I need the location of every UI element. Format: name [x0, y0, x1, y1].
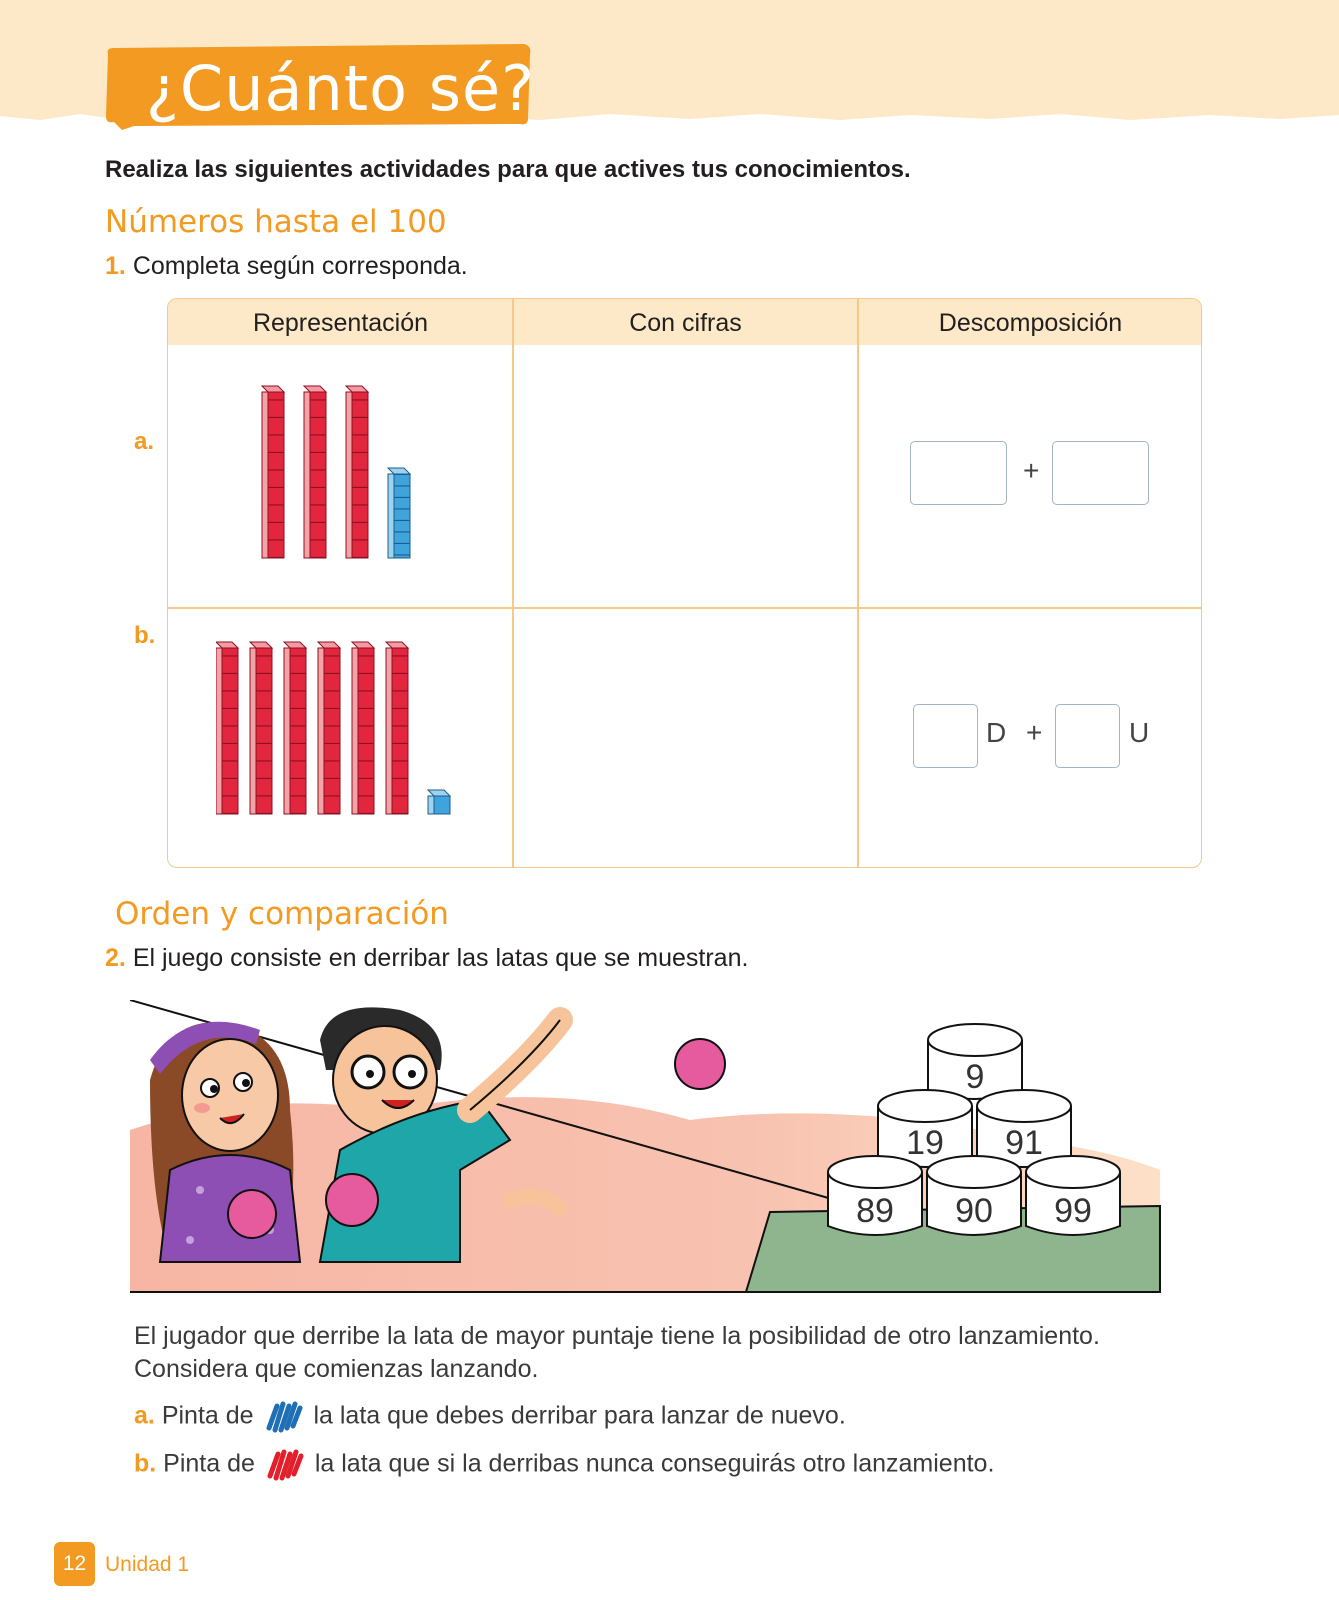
tens-rod — [318, 642, 340, 814]
page-number: 12 — [54, 1542, 95, 1586]
tens-rod — [284, 642, 306, 814]
tens-unit-label: D — [986, 717, 1007, 748]
header-con-cifras: Con cifras — [629, 309, 742, 337]
tens-rod — [216, 642, 238, 814]
header-representacion: Representación — [252, 309, 429, 337]
column-divider — [857, 299, 859, 867]
item-b-label: b. — [134, 1449, 157, 1478]
can — [828, 1156, 922, 1235]
header-descomposicion: Descomposición — [938, 309, 1123, 337]
prompt-1-number: 1. — [105, 252, 126, 280]
blue-color-swatch-icon — [265, 1400, 303, 1434]
can — [1026, 1156, 1120, 1235]
game-illustration — [130, 1000, 1190, 1312]
item-b-pre: Pinta de — [163, 1449, 255, 1478]
unit-cubes-stack — [388, 468, 410, 558]
item-a-label: a. — [134, 1401, 155, 1430]
can-label-mid-left: 19 — [906, 1124, 944, 1162]
can-label-bottom-left: 89 — [856, 1192, 894, 1230]
row-divider — [168, 607, 1201, 609]
unit-cube — [428, 790, 450, 814]
tens-rod — [352, 642, 374, 814]
red-color-swatch-icon — [266, 1448, 304, 1482]
answer-box-b-tens[interactable] — [913, 704, 978, 768]
answer-box-a-tens[interactable] — [910, 441, 1007, 505]
base-ten-blocks-a — [258, 383, 418, 563]
plus-sign: + — [1023, 455, 1040, 486]
prompt-2-text: El juego consiste en derribar las latas que se muestran. — [132, 944, 749, 972]
page-title: ¿Cuánto sé? — [146, 52, 536, 125]
girl-character — [150, 1022, 300, 1262]
item-a-post: la lata que debes derribar para lanzar de nuevo. — [313, 1401, 846, 1430]
column-divider — [512, 299, 514, 867]
base-ten-blocks-b — [216, 639, 466, 819]
numbers-table — [167, 298, 1202, 868]
tens-rod — [346, 386, 368, 558]
tens-rod — [250, 642, 272, 814]
prompt-1-text: Completa según corresponda. — [132, 252, 468, 280]
intro-text: Realiza las siguientes actividades para que actives tus conocimientos. — [105, 156, 911, 183]
can — [977, 1090, 1071, 1167]
item-b-post: la lata que si la derribas nunca conseguirás otro lanzamiento. — [314, 1449, 995, 1478]
item-a — [134, 1400, 846, 1434]
prompt-1 — [105, 252, 468, 281]
flying-ball — [675, 1039, 725, 1089]
unit-label: Unidad 1 — [105, 1553, 190, 1576]
can — [927, 1156, 1021, 1235]
can — [928, 1024, 1022, 1099]
can-label-mid-right: 91 — [1005, 1124, 1043, 1162]
item-b — [134, 1448, 994, 1482]
tens-rod — [386, 642, 408, 814]
ones-unit-label: U — [1129, 717, 1150, 748]
can-label-top: 9 — [965, 1058, 985, 1096]
section-title-numbers: Números hasta el 100 — [105, 204, 447, 240]
tens-rod — [304, 386, 326, 558]
plus-sign: + — [1026, 717, 1043, 748]
answer-box-b-ones[interactable] — [1055, 704, 1120, 768]
row-label-a: a. — [134, 428, 155, 455]
row-label-b: b. — [134, 622, 156, 649]
can-label-bottom-middle: 90 — [955, 1192, 993, 1230]
section-title-order: Orden y comparación — [115, 896, 449, 932]
can-label-bottom-right: 99 — [1054, 1192, 1092, 1230]
can — [878, 1090, 972, 1167]
paragraph-line-2: Considera que comienzas lanzando. — [134, 1355, 539, 1383]
prompt-2-number: 2. — [105, 944, 126, 972]
prompt-2 — [105, 944, 748, 973]
item-a-pre: Pinta de — [161, 1401, 254, 1430]
tens-rod — [262, 386, 284, 558]
paragraph-line-1: El jugador que derribe la lata de mayor puntaje tiene la posibilidad de otro lanzamiento. — [134, 1322, 1100, 1350]
answer-box-a-ones[interactable] — [1052, 441, 1149, 505]
